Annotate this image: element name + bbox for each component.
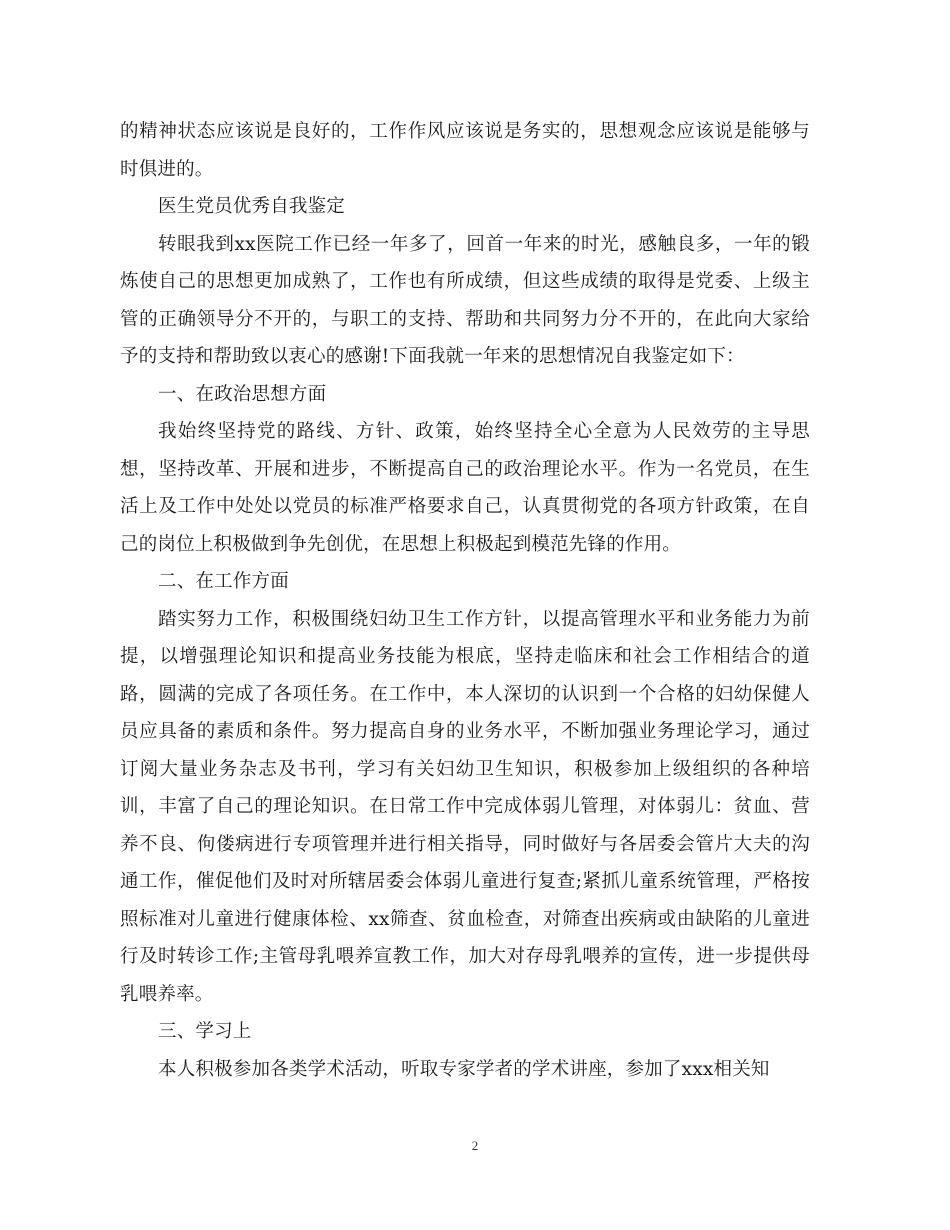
page-number: 2 [471, 1138, 479, 1153]
paragraph-continuation: 的精神状态应该说是良好的，工作作风应该说是务实的，思想观念应该说是能够与时俱进的。 [120, 121, 810, 180]
heading-political-thought: 一、在政治思想方面 [158, 383, 327, 405]
paragraph-study: 本人积极参加各类学术活动，听取专家学者的学术讲座，参加了xxx相关知 [158, 1058, 770, 1080]
paragraph-intro: 转眼我到xx医院工作已经一年多了，回首一年来的时光，感触良多，一年的锻炼使自己的思想更加成熟了，工作也有所成绩，但这些成绩的取得是党委、上级主管的正确领导分不开的，与职工的支持、帮助和共同努力分不开的，在此向大家给予的支持和帮助致以衷心的感谢!下面我就一年来的思想情况自我鉴定如下： [120, 233, 810, 367]
paragraph-political-thought: 我始终坚持党的路线、方针、政策，始终坚持全心全意为人民效劳的主导思想，坚持改革、开展和进步，不断提高自己的政治理论水平。作为一名党员，在生活上及工作中处处以党员的标准严格要求自己，认真贯彻党的各项方针政策，在自己的岗位上积极做到争先创优，在思想上积极起到模范先锋的作用。 [120, 421, 810, 555]
document-body [120, 113, 810, 1088]
heading-work: 二、在工作方面 [158, 571, 289, 592]
section-title: 医生党员优秀自我鉴定 [158, 196, 346, 217]
paragraph-work: 踏实努力工作，积极围绕妇幼卫生工作方针，以提高管理水平和业务能力为前提，以增强理论知识和提高业务技能为根底，坚持走临床和社会工作相结合的道路，圆满的完成了各项任务。在工作中，本人深切的认识到一个合格的妇幼保健人员应具备的素质和条件。努力提高自身的业务水平，不断加强业务理论学习，通过订阅大量业务杂志及书刊，学习有关妇幼卫生知识，积极参加上级组织的各种培训，丰富了自己的理论知识。在日常工作中完成体弱儿管理，对体弱儿：贫血、营养不良、佝偻病进行专项管理并进行相关指导，同时做好与各居委会管片大夫的沟通工作，催促他们及时对所辖居委会体弱儿童进行复查;紧抓儿童系统管理，严格按照标准对儿童进行健康体检、xx筛查、贫血检查，对筛查出疾病或由缺陷的儿童进行及时转诊工作;主管母乳喂养宣教工作，加大对存母乳喂养的宣传，进一步提供母乳喂养率。 [120, 608, 810, 1005]
heading-study: 三、学习上 [158, 1021, 252, 1042]
